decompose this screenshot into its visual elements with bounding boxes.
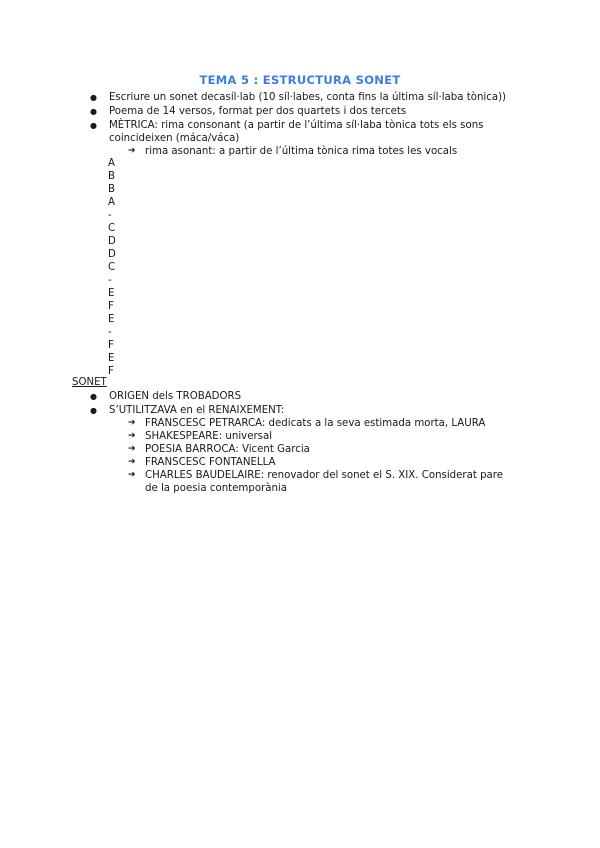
arrow-icon: ➔ [128, 146, 136, 156]
arrow-icon: ➔ [128, 431, 136, 441]
list-item: MÈTRICA: rima consonant (a partir de l’última síl·laba tònica tots els sons [109, 120, 484, 131]
arrow-icon: ➔ [128, 444, 136, 454]
bullet-icon: ● [90, 121, 97, 130]
sub-list-item: FRANSCESC PETRARCA: dedicats a la seva estimada morta, LAURA [145, 418, 486, 429]
page-title: TEMA 5 : ESTRUCTURA SONET [199, 73, 401, 87]
section-heading: SONET [72, 377, 107, 388]
bullet-icon: ● [90, 93, 97, 102]
rhyme-letter: B [108, 171, 115, 182]
list-item-continuation: coincideixen (máca/váca) [109, 133, 240, 144]
rhyme-letter: E [108, 353, 115, 364]
arrow-icon: ➔ [128, 457, 136, 467]
sub-list-item: rima asonant: a partir de l’última tònica rima totes les vocals [145, 146, 458, 157]
rhyme-letter: F [108, 366, 114, 377]
rhyme-letter: E [108, 288, 115, 299]
bullet-icon: ● [90, 392, 97, 401]
sub-list-item: POESIA BARROCA: Vicent Garcia [145, 444, 310, 455]
bullet-icon: ● [90, 406, 97, 415]
rhyme-separator: - [108, 327, 112, 338]
sub-list-item: SHAKESPEARE: universal [145, 431, 273, 442]
rhyme-separator: - [108, 275, 112, 286]
list-item: Escriure un sonet decasíl·lab (10 síl·labes, conta fins la última síl·laba tònica)) [109, 92, 507, 103]
arrow-icon: ➔ [128, 418, 136, 428]
list-item: ORIGEN dels TROBADORS [109, 391, 242, 402]
list-item: Poema de 14 versos, format per dos quartets i dos tercets [109, 106, 407, 117]
rhyme-letter: D [108, 236, 116, 247]
rhyme-letter: B [108, 184, 115, 195]
arrow-icon: ➔ [128, 470, 136, 480]
rhyme-separator: - [108, 210, 112, 221]
rhyme-letter: A [108, 197, 115, 208]
sub-list-item: CHARLES BAUDELAIRE: renovador del sonet el S. XIX. Considerat pare [145, 470, 504, 481]
sub-list-item: FRANSCESC FONTANELLA [145, 457, 276, 468]
rhyme-letter: A [108, 158, 115, 169]
rhyme-letter: C [108, 223, 116, 234]
list-item: S’UTILITZAVA en el RENAIXEMENT: [109, 405, 285, 416]
rhyme-letter: F [108, 340, 114, 351]
bullet-icon: ● [90, 107, 97, 116]
rhyme-letter: F [108, 301, 114, 312]
rhyme-letter: C [108, 262, 116, 273]
sub-list-item-continuation: de la poesia contemporània [145, 483, 288, 494]
rhyme-letter: E [108, 314, 115, 325]
rhyme-letter: D [108, 249, 116, 260]
